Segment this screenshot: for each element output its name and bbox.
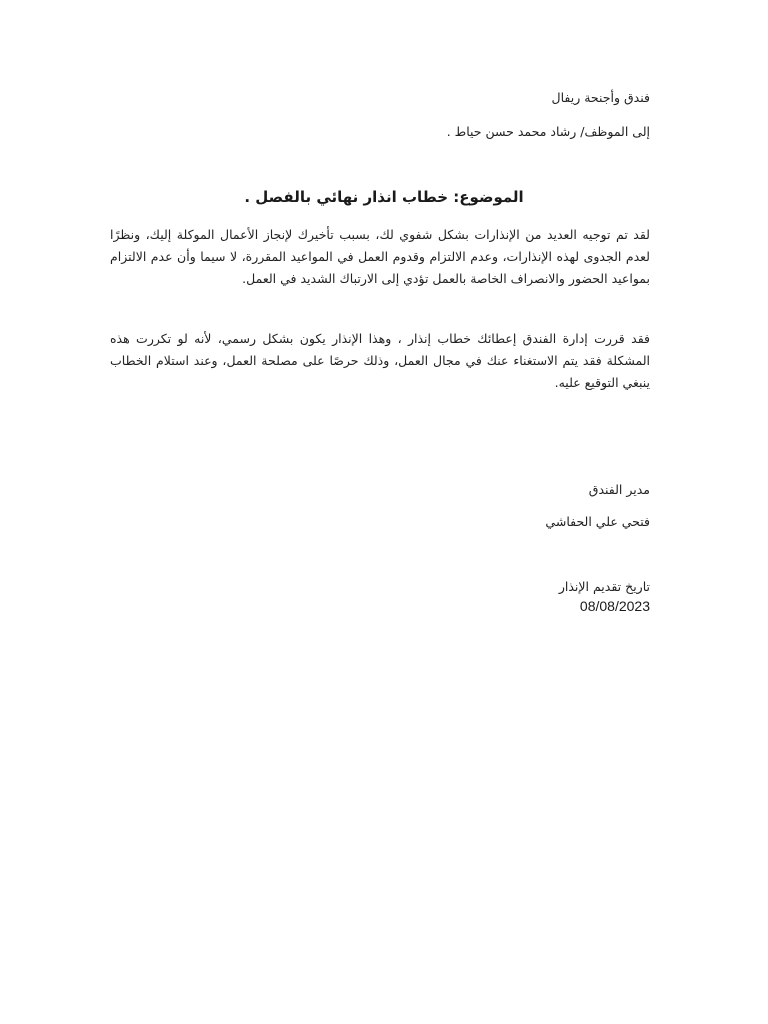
date-label: تاريخ تقديم الإنذار — [558, 579, 650, 594]
body-paragraph-1: لقد تم توجيه العديد من الإنذارات بشكل شفوي لك، بسبب تأخيرك لإنجاز الأعمال الموكلة إليك، ونظرًا لعدم الجدوى لهذه الإنذارات، وعدم الالتزام وقدوم العمل في المواعيد المقررة، لا سيما وأن عدم الالتزام بمواعيد الحضور والانصراف الخاصة بالعمل تؤدي إلى الارتباك الشديد في العمل. — [110, 227, 650, 286]
body-paragraph-2: فقد قررت إدارة الفندق إعطائك خطاب إنذار ، وهذا الإنذار يكون بشكل رسمي، لأنه لو تكررت هذه المشكلة فقد يتم الاستغناء عنك في مجال العمل، وذلك حرصًا على مصلحة العمل، وعند استلام الخطاب ينبغي التوقيع عليه. — [110, 331, 650, 390]
signatory-title: مدير الفندق — [588, 482, 650, 497]
date-value: 08/08/2023 — [579, 598, 650, 614]
signatory-name: فتحي علي الحفاشي — [545, 514, 650, 529]
subject-heading: الموضوع: خطاب انذار نهائي بالفصل . — [244, 188, 524, 206]
hotel-name: فندق وأجنحة ريفال — [551, 90, 650, 105]
recipient-line: إلى الموظف/ رشاد محمد حسن حياط . — [446, 124, 650, 139]
